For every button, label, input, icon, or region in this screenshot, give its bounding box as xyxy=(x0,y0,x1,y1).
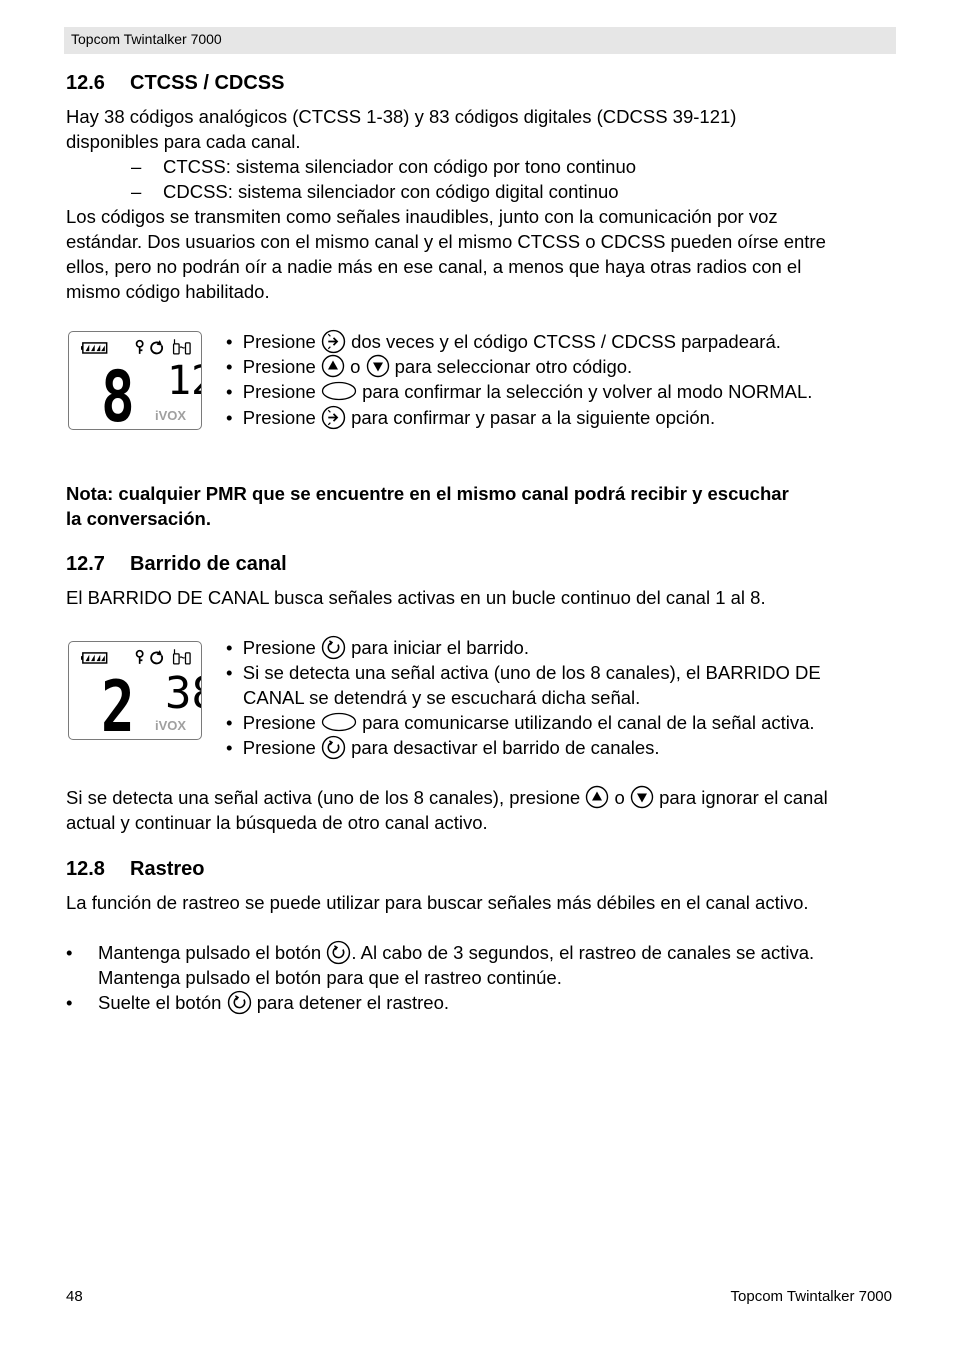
lcd-display xyxy=(68,331,202,430)
dash-item-cdcss: CDCSS: sistema silenciador con código digital continuo xyxy=(163,181,619,202)
bullet-marker: • xyxy=(66,942,73,963)
bullet-list-item: • Presione para comunicarse utilizando el canal de la señal activa. xyxy=(226,712,815,733)
menu-icon xyxy=(321,405,346,430)
ptt-button-icon xyxy=(321,712,357,732)
up-arrow-icon xyxy=(585,785,609,809)
lcd-vox-label: iVOX xyxy=(155,408,187,423)
bullet-list-item: • Presione para confirmar la selección y volver al modo NORMAL. xyxy=(226,381,813,402)
lcd-vox-label: iVOX xyxy=(155,718,187,733)
lcd-display-graphic xyxy=(69,642,201,739)
bullet-list-item-cont: Mantenga pulsado el botón para que el rastreo continúe. xyxy=(98,967,562,988)
dash-item-2: – xyxy=(131,181,142,202)
intro-line: La función de rastreo se puede utilizar para buscar señales más débiles en el canal activo. xyxy=(66,892,809,913)
bullet-list-item: • Si se detecta una señal activa (uno de los 8 canales), el BARRIDO DE xyxy=(226,662,821,683)
section-title-text: Barrido de canal xyxy=(130,553,287,575)
para-line-4: mismo código habilitado. xyxy=(66,281,270,302)
lcd-channel-digit: 2 xyxy=(101,665,135,739)
lcd-display xyxy=(68,641,202,740)
note-line-1: Nota: cualquier PMR que se encuentre en el mismo canal podrá recibir y escuchar xyxy=(66,483,789,504)
up-arrow-icon xyxy=(321,354,345,378)
page-number: 48 xyxy=(66,1288,83,1305)
lcd-code-digits: 3 xyxy=(165,668,192,719)
bullet-list-item: • Presione dos veces y el código CTCSS / CDCSS parpadeará. xyxy=(226,329,781,356)
header-title: Topcom Twintalker 7000 xyxy=(71,31,222,47)
intro-line-1: Hay 38 códigos analógicos (CTCSS 1-38) y 83 códigos digitales (CDCSS 39-121) xyxy=(66,106,737,127)
para-line-3: ellos, pero no podrán oír a nadie más en ese canal, a menos que haya otras radios con el xyxy=(66,256,802,277)
ptt-button-icon xyxy=(321,381,357,401)
lcd-display-graphic xyxy=(69,332,201,429)
bullet-list-item: Suelte el botón para detener el rastreo. xyxy=(98,990,449,1017)
para-line-2: actual y continuar la búsqueda de otro canal activo. xyxy=(66,812,488,833)
down-arrow-icon xyxy=(630,785,654,809)
footer-title: Topcom Twintalker 7000 xyxy=(730,1288,892,1305)
bullet-list-item: Mantenga pulsado el botón . Al cabo de 3 segundos, el rastreo de canales se activa. xyxy=(98,940,814,967)
scan-icon xyxy=(321,635,346,660)
intro-line: El BARRIDO DE CANAL busca señales activas en un bucle continuo del canal 1 al 8. xyxy=(66,587,766,608)
section-title-text: CTCSS / CDCSS xyxy=(130,72,285,94)
section-number: 12.7 xyxy=(66,553,105,575)
bullet-list-item: • Presione para desactivar el barrido de canales. xyxy=(226,735,660,762)
para-line-1: Si se detecta una señal activa (uno de los 8 canales), presione o para ignorar el canal xyxy=(66,787,828,808)
scan-icon xyxy=(227,990,252,1015)
section-number: 12.6 xyxy=(66,72,105,94)
note-line-2: la conversación. xyxy=(66,508,211,529)
para-line-2: estándar. Dos usuarios con el mismo canal y el mismo CTCSS o CDCSS pueden oírse entre xyxy=(66,231,826,252)
down-arrow-icon xyxy=(366,354,390,378)
dash-item-ctcss: CTCSS: sistema silenciador con código por tono continuo xyxy=(163,156,637,177)
section-12-6-title xyxy=(66,72,284,95)
scan-icon xyxy=(326,940,351,965)
scan-icon xyxy=(321,735,346,760)
lcd-channel-digit: 8 xyxy=(101,355,135,429)
bullet-marker: • xyxy=(66,992,73,1013)
section-12-7-title xyxy=(66,553,287,576)
bullet-list-item-cont: CANAL se detendrá y se escuchará dicha señal. xyxy=(243,687,641,708)
lcd-code-digits: 1 xyxy=(167,358,192,404)
section-number: 12.8 xyxy=(66,858,105,880)
section-title-text: Rastreo xyxy=(130,858,205,880)
section-12-8-title xyxy=(66,858,204,881)
dash-item-1: – xyxy=(131,156,142,177)
bullet-list-item: • Presione o para seleccionar otro código. xyxy=(226,356,633,377)
menu-icon xyxy=(321,329,346,354)
bullet-list-item: • Presione para confirmar y pasar a la siguiente opción. xyxy=(226,405,715,432)
bullet-list-item: • Presione para iniciar el barrido. xyxy=(226,635,529,662)
para-line-1: Los códigos se transmiten como señales inaudibles, junto con la comunicación por voz xyxy=(66,206,778,227)
intro-line-2: disponibles para cada canal. xyxy=(66,131,301,152)
